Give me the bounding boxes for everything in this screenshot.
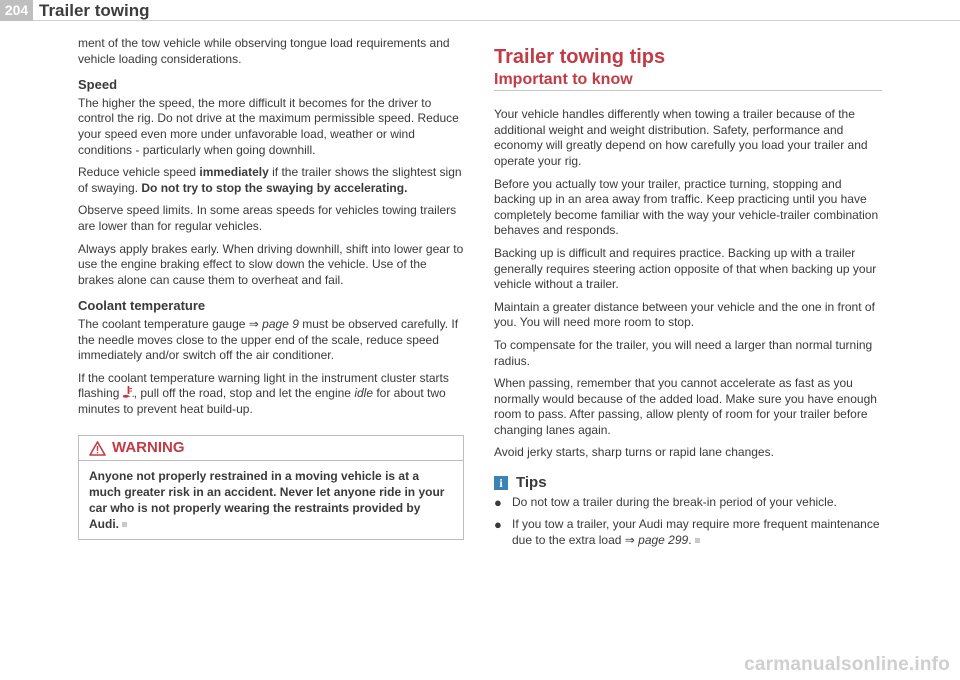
intro-paragraph: ment of the tow vehicle while observing tongue load requirements and vehicle loading considerations. bbox=[78, 36, 450, 66]
warning-header bbox=[79, 436, 463, 461]
coolant-temperature-warning-icon bbox=[123, 386, 134, 398]
speed-paragraph-2: Reduce vehicle speed immediately if the trailer shows the slightest sign of swaying. Do not try to stop the swaying by accelerating. bbox=[78, 165, 462, 195]
tips-paragraph-1: Your vehicle handles differently when towing a trailer because of the additional weight and weight distribution. Safety, performance and economy will greatly depend on how carefully you load your trailer and operate your rig. bbox=[494, 107, 868, 168]
tips-paragraph-5: To compensate for the trailer, you will need a larger than normal turning radius. bbox=[494, 337, 873, 368]
coolant-paragraph-2: If the coolant temperature warning light in the instrument cluster starts flashing , pull off the road, stop and let the engine idle for about two minutes to prevent heat build-up. bbox=[78, 370, 449, 416]
speed-paragraph-1: The higher the speed, the more difficult it becomes for the driver to control the rig. Do not drive at the maximum permissible speed. Reduce your speed even more under unfavorable load, weather or wind conditions - particularly when going downhill. bbox=[78, 95, 459, 157]
section-header-title: Trailer towing bbox=[39, 1, 150, 20]
header-divider bbox=[33, 20, 960, 21]
page-9-link[interactable]: ⇒ page 9 bbox=[248, 316, 299, 331]
end-marker-icon bbox=[122, 522, 127, 527]
speed-paragraph-4: Always apply brakes early. When driving downhill, shift into lower gear to use the engine braking effect to slow down the vehicle. Use of the brakes alone can cause them to overheat and fail. bbox=[78, 241, 464, 287]
tip-item: ● Do not tow a trailer during the break-in period of your vehicle. bbox=[494, 494, 837, 510]
speed-paragraph-3: Observe speed limits. In some areas speeds for vehicles towing trailers are lower than for regular vehicles. bbox=[78, 203, 457, 233]
tips-title: Tips bbox=[516, 474, 547, 492]
bullet-icon: ● bbox=[494, 494, 502, 510]
left-column bbox=[78, 36, 464, 540]
page-number: 204 bbox=[0, 0, 33, 21]
section-title: Trailer towing tips bbox=[494, 46, 666, 68]
tips-paragraph-2: Before you actually tow your trailer, practice turning, stopping and backing up in an area away from traffic. Keep practicing until you have completely become familiar with the way your vehicle-trailer combination behaves and responds. bbox=[494, 176, 879, 238]
tips-paragraph-6: When passing, remember that you cannot accelerate as fast as you normally would because of the added load. Make sure you have enough room to pass. After passing, allow plenty of room for your trailer before changing lanes again. bbox=[494, 376, 877, 437]
end-marker-icon bbox=[695, 538, 700, 543]
tip-item: ● If you tow a trailer, your Audi may require more frequent maintenance due to the extra load ⇒ page 299. bbox=[494, 517, 880, 547]
coolant-paragraph-1: The coolant temperature gauge ⇒ page 9 must be observed carefully. If the needle moves close to the upper end of the scale, reduce speed immediately and/or switch off the air conditioner. bbox=[78, 316, 459, 363]
page-299-link[interactable]: ⇒ page 299 bbox=[624, 532, 689, 547]
warning-triangle-icon bbox=[89, 441, 106, 456]
tips-paragraph-7: Avoid jerky starts, sharp turns or rapid lane changes. bbox=[494, 445, 774, 460]
warning-title: WARNING bbox=[112, 439, 185, 457]
tips-paragraph-4: Maintain a greater distance between your vehicle and the one in front of you. You will need more room to stop. bbox=[494, 299, 875, 330]
right-column bbox=[494, 36, 882, 555]
speed-heading: Speed bbox=[78, 77, 118, 93]
bullet-icon: ● bbox=[494, 517, 502, 533]
watermark: carmanualsonline.info bbox=[744, 654, 950, 675]
warning-text: Anyone not properly restrained in a moving vehicle is at a much greater risk in an accident. Never let anyone ride in your car who is not properly wearing the restraints provided by Audi. bbox=[89, 469, 445, 532]
tips-header bbox=[494, 475, 882, 491]
warning-box bbox=[78, 435, 464, 540]
tips-paragraph-3: Backing up is difficult and requires practice. Backing up with a trailer generally requires steering action opposite of that when backing up your vehicle without a trailer. bbox=[494, 245, 877, 292]
info-icon: i bbox=[494, 476, 508, 490]
coolant-heading: Coolant temperature bbox=[78, 298, 206, 314]
subsection-title: Important to know bbox=[494, 72, 882, 92]
